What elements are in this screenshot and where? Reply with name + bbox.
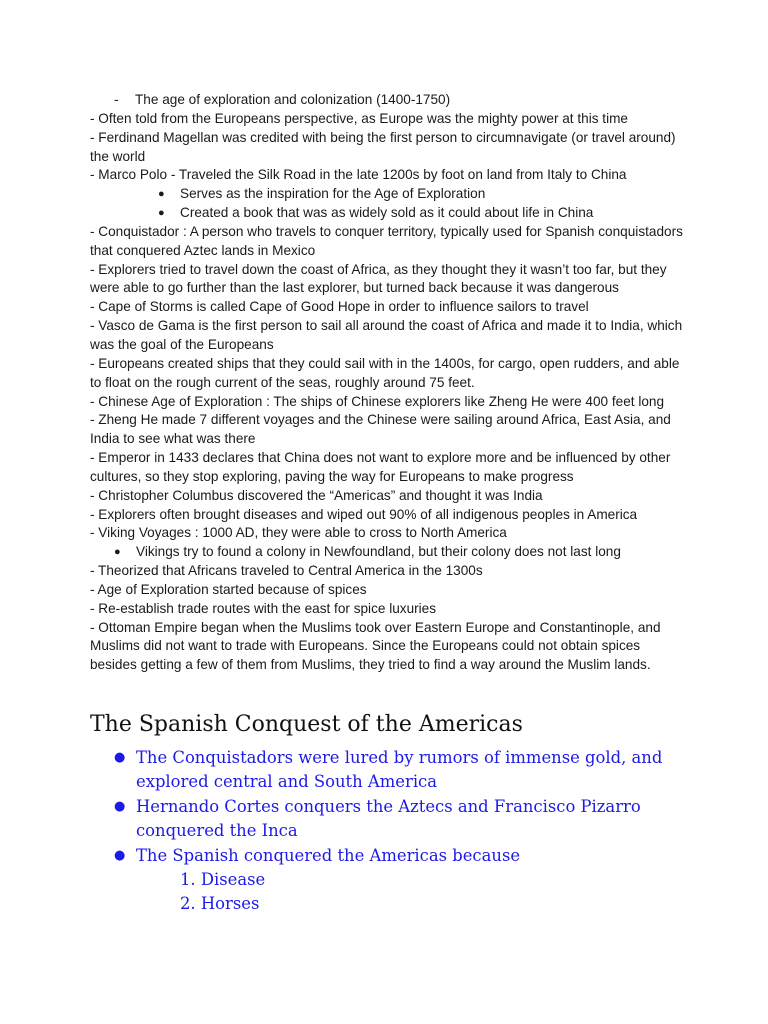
note-line: - Re-establish trade routes with the east for spice luxuries: [90, 600, 437, 616]
note-line: - Age of Exploration started because of spices: [90, 581, 367, 597]
list-item: [90, 844, 690, 868]
section-heading: The Spanish Conquest of the Americas: [90, 712, 523, 737]
list-item: [90, 185, 690, 204]
list-item-text: The Spanish conquered the Americas because: [136, 845, 521, 865]
note-line: - Conquistador : A person who travels to conquer territory, typically used for Spanish conquistadors that conquered Aztec lands in Mexico: [90, 223, 683, 258]
spanish-conquest-section: [90, 708, 690, 917]
note-line: - Often told from the Europeans perspective, as Europe was the mighty power at this time: [90, 110, 628, 126]
list-item: [90, 746, 690, 795]
bullet-icon: ●: [114, 750, 126, 765]
list-item-text: Created a book that was as widely sold as it could about life in China: [180, 205, 594, 221]
bullet-icon: ●: [158, 207, 165, 220]
intro-dash: -: [114, 92, 119, 107]
note-line: - Theorized that Africans traveled to Central America in the 1300s: [90, 563, 483, 579]
note-line: - Ferdinand Magellan was credited with being the first person to circumnavigate (or travel around) the world: [90, 129, 676, 164]
note-line: - Vasco de Gama is the first person to sail all around the coast of Africa and made it to India, which was the goal of the Europeans: [90, 318, 683, 352]
bullet-icon: ●: [114, 847, 126, 863]
note-line: - Ottoman Empire began when the Muslims took over Eastern Europe and Constantinople, and Muslims did not want to trade with Europeans. Since the Europeans could not obtain spices besides getting a few of them from Muslims, they tried to find a way around the Muslim lands.: [90, 619, 661, 673]
intro-text: The age of exploration and colonization (1400-1750): [135, 92, 451, 107]
bullet-icon: ●: [158, 188, 165, 201]
note-line: - Christopher Columbus discovered the “Americas” and thought it was India: [90, 487, 543, 503]
conquest-list: [90, 746, 690, 868]
reasons-list: [90, 868, 690, 917]
note-line: - Cape of Storms is called Cape of Good Hope in order to influence sailors to travel: [90, 299, 589, 315]
list-item: [90, 204, 690, 223]
notes-block: [90, 91, 690, 675]
marco-polo-sublist: [90, 185, 690, 223]
numbered-item: 2. Horses: [180, 894, 260, 914]
list-item-text: Serves as the inspiration for the Age of Exploration: [180, 186, 486, 202]
note-line: - Europeans created ships that they could sail with in the 1400s, for cargo, open rudders, and able to float on the rough current of the seas, roughly around 75 feet.: [90, 355, 680, 390]
bullet-icon: ●: [114, 798, 126, 814]
list-item-text: Hernando Cortes conquers the Aztecs and Francisco Pizarro conquered the Inca: [136, 796, 641, 841]
note-line: - Emperor in 1433 declares that China does not want to explore more and be influenced by other cultures, so they stop exploring, paving the way for Europeans to make progress: [90, 450, 671, 484]
note-line: - Chinese Age of Exploration : The ships of Chinese explorers like Zheng He were 400 feet long: [90, 393, 665, 409]
list-item-text: Vikings try to found a colony in Newfoundland, but their colony does not last long: [136, 544, 621, 560]
bullet-icon: ●: [114, 546, 121, 559]
note-line: - Viking Voyages : 1000 AD, they were able to cross to North America: [90, 525, 507, 541]
numbered-item: 1. Disease: [180, 870, 266, 890]
list-item: [90, 795, 690, 844]
viking-sublist: [90, 543, 690, 562]
note-line: - Zheng He made 7 different voyages and the Chinese were sailing around Africa, East Asia, and India to see what was there: [90, 412, 671, 447]
list-item: [90, 543, 690, 562]
note-line: - Explorers tried to travel down the coast of Africa, as they thought they it wasn’t too far, but they were able to go further than the last explorer, but turned back because it was dangerous: [90, 261, 667, 296]
intro-line: [90, 91, 690, 110]
note-line: - Explorers often brought diseases and wiped out 90% of all indigenous peoples in America: [90, 506, 638, 522]
note-line: - Marco Polo - Traveled the Silk Road in the late 1200s by foot on land from Italy to China: [90, 167, 627, 183]
list-item-text: The Conquistadors were lured by rumors of immense gold, and explored central and South America: [136, 748, 663, 792]
